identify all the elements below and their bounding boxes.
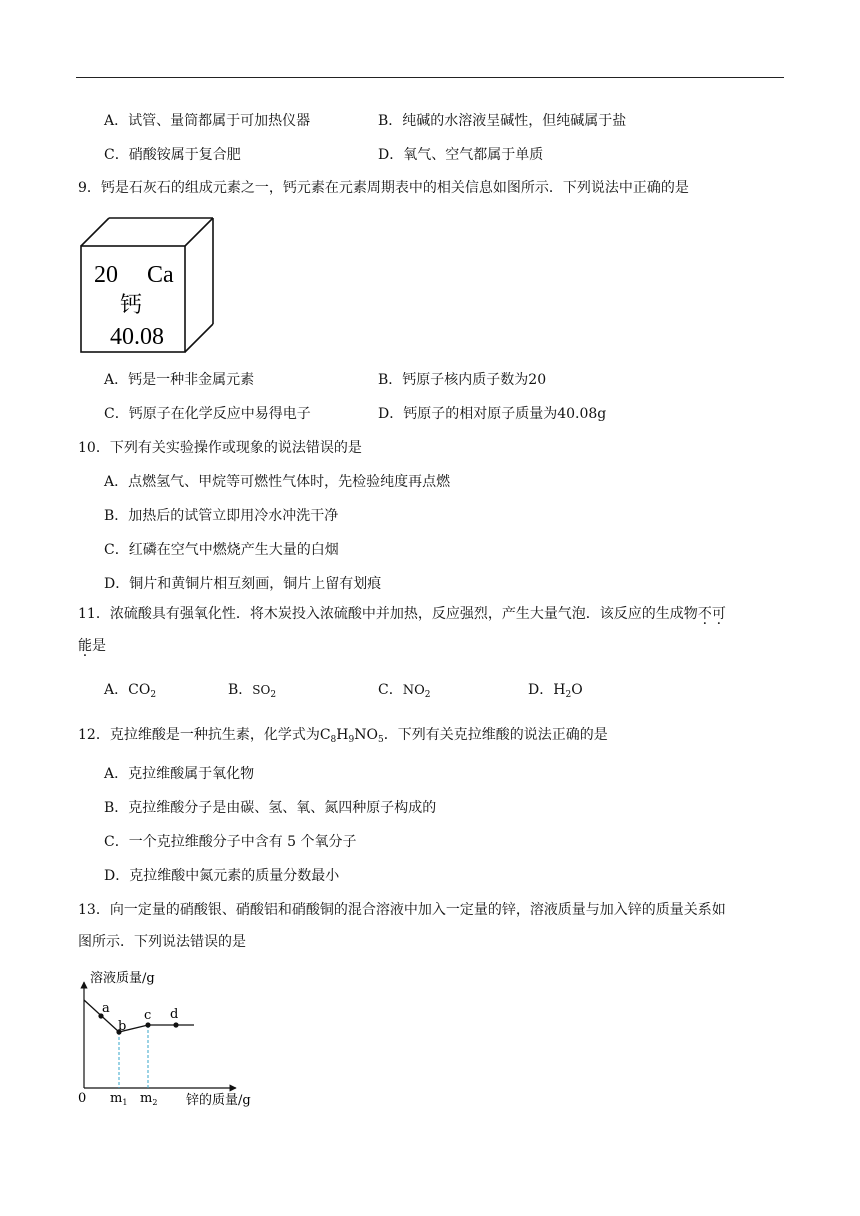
q12-option-c: C．一个克拉维酸分子中含有 5 个氧分子 — [104, 834, 357, 850]
q9-option-b: B．钙原子核内质子数为20 — [378, 372, 547, 388]
element-atomic-number: 20 — [94, 262, 118, 288]
zinc-mass-graph — [70, 968, 270, 1110]
q11-emphasis-ke: 可 — [711, 606, 726, 622]
q11-option-b: B．$SO_2$ — [228, 682, 277, 700]
q11-option-d: D．$H_2O$ — [528, 682, 583, 700]
q9-option-d: D．钙原子的相对原子质量为40.08g — [378, 406, 607, 422]
q8-option-c: C．硝酸铵属于复合肥 — [104, 147, 241, 163]
q12-option-a: A．克拉维酸属于氧化物 — [104, 766, 255, 782]
header-rule — [76, 77, 784, 78]
element-name: 钙 — [120, 292, 143, 317]
q10-option-d: D．铜片和黄铜片相互刻画，铜片上留有划痕 — [104, 576, 382, 592]
q11-stem-part1: 11．浓硫酸具有强氧化性．将木炭投入浓硫酸中并加热，反应强烈，产生大量气泡．该反应的生成物 — [78, 606, 698, 622]
q11-stem-line1 — [78, 604, 726, 624]
element-atomic-mass: 40.08 — [110, 324, 164, 350]
m1-label: $m_1$ — [110, 1091, 128, 1107]
q8-option-a: A．试管、量筒都属于可加热仪器 — [104, 113, 311, 129]
q10-option-b: B．加热后的试管立即用冷水冲洗干净 — [104, 508, 339, 524]
q10-option-a: A．点燃氢气、甲烷等可燃性气体时，先检验纯度再点燃 — [104, 474, 451, 490]
q8-option-d: D．氧气、空气都属于单质 — [378, 147, 544, 163]
point-c — [145, 1022, 150, 1027]
y-axis-label: 溶液质量/g — [90, 971, 155, 986]
q11-emphasis-neng: 能 — [78, 638, 92, 654]
q13-stem-line2: 图所示．下列说法错误的是 — [78, 934, 246, 950]
q12-option-d: D．克拉维酸中氮元素的质量分数最小 — [104, 868, 340, 884]
q13-stem-line1: 13．向一定量的硝酸银、硝酸铝和硝酸铜的混合溶液中加入一定量的锌，溶液质量与加入锌的质量关系如 — [78, 902, 726, 918]
q8-option-b: B．纯碱的水溶液呈碱性，但纯碱属于盐 — [378, 113, 627, 129]
element-symbol: Ca — [147, 262, 174, 288]
q12-option-b: B．克拉维酸分子是由碳、氢、氧、氮四种原子构成的 — [104, 800, 437, 816]
q12-stem: 12．克拉维酸是一种抗生素，化学式为$C_8H_9NO_5$．下列有关克拉维酸的说法正确的是 — [78, 727, 608, 745]
x-axis-label: 锌的质量/g — [186, 1093, 251, 1108]
element-card-calcium — [80, 216, 220, 354]
label-b: b — [118, 1019, 127, 1034]
q10-stem: 10．下列有关实验操作或现象的说法错误的是 — [78, 440, 362, 456]
q9-option-a: A．钙是一种非金属元素 — [104, 372, 255, 388]
q11-stem-line2 — [78, 636, 106, 656]
label-a: a — [102, 1001, 110, 1016]
origin-label: 0 — [78, 1091, 87, 1106]
label-c: c — [144, 1008, 152, 1023]
q10-option-c: C．红磷在空气中燃烧产生大量的白烟 — [104, 542, 339, 558]
q9-option-c: C．钙原子在化学反应中易得电子 — [104, 406, 311, 422]
q11-option-a: A．$CO_2$ — [104, 682, 157, 700]
q9-stem: 9．钙是石灰石的组成元素之一，钙元素在元素周期表中的相关信息如图所示．下列说法中正确的是 — [78, 180, 689, 196]
m2-label: $m_2$ — [140, 1091, 158, 1107]
label-d: d — [170, 1007, 179, 1022]
q11-emphasis-bu: 不 — [697, 606, 712, 622]
q11-option-c: C．$NO_2$ — [378, 682, 431, 700]
point-d — [173, 1022, 178, 1027]
formula: $C_8H_9NO_5$ — [319, 727, 384, 745]
q11-stem-part2: 是 — [92, 638, 106, 654]
